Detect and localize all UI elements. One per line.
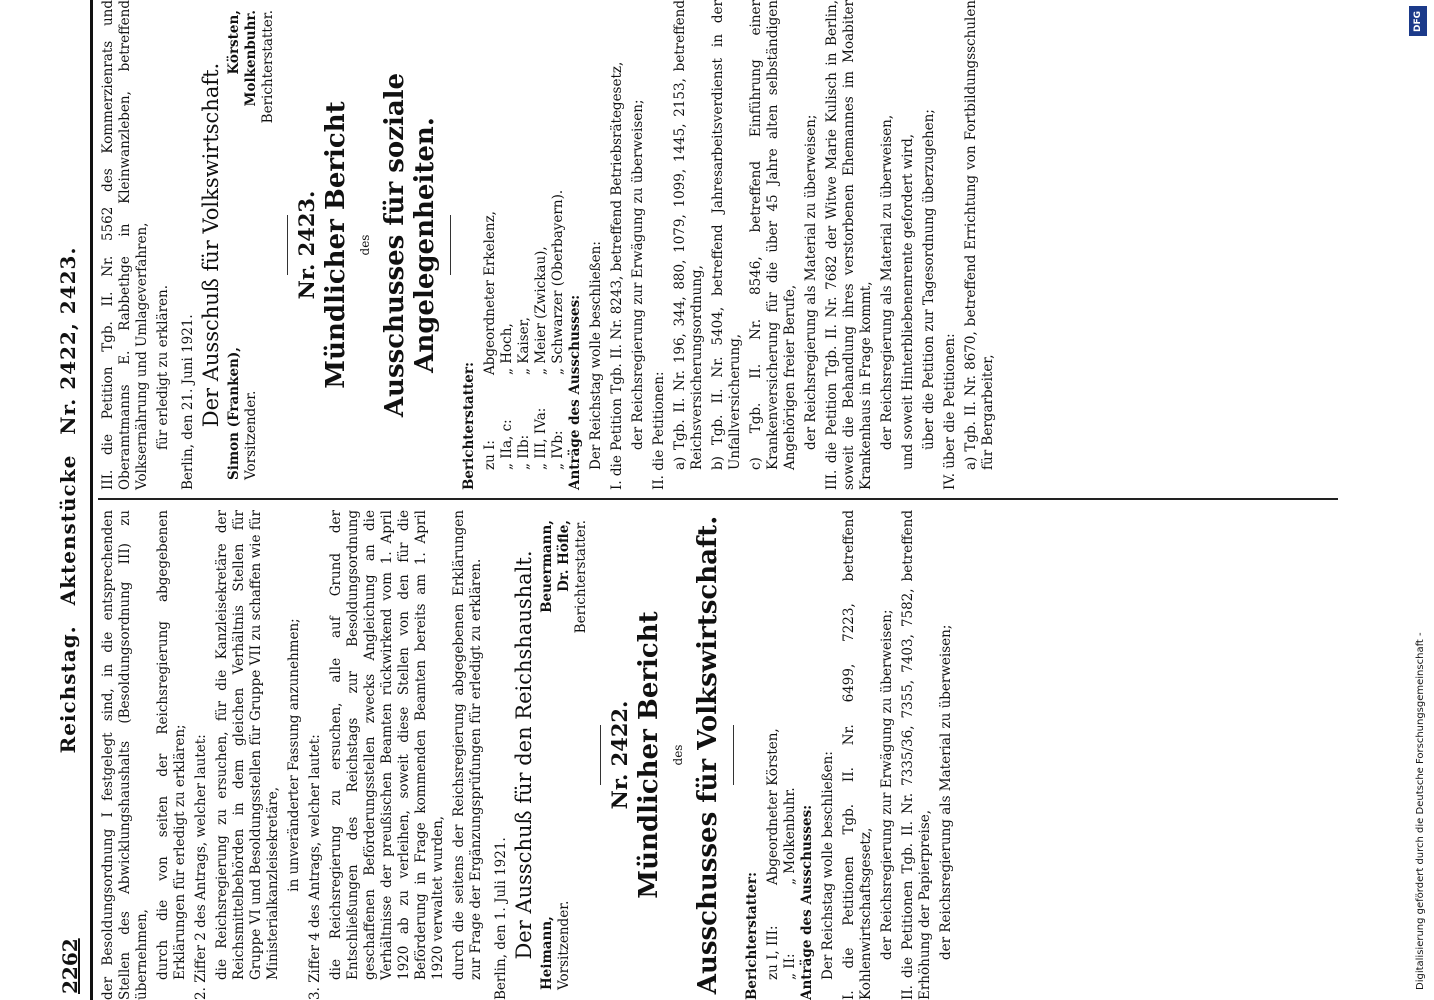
- header-title: [56, 0, 80, 1000]
- paragraph: Der Reichstag wolle beschließen:: [820, 751, 836, 980]
- header-left: Reichstag.: [56, 625, 80, 754]
- paragraph: IV. über die Petitionen:: [942, 333, 958, 490]
- separator: [287, 215, 288, 275]
- paragraph: III. die Petition Tgb. II. Nr. 7682 der Witwe Marie Kulisch in Berlin, soweit die Behandlung ihres verstorbenen Ehemannes im Moabiter Krankenhaus in Frage kommt,: [824, 0, 874, 490]
- paragraph: der Reichsregierung als Material zu überweisen,: [879, 114, 895, 450]
- reporters-heading: Berichterstatter:: [744, 872, 760, 1000]
- paragraph: 2. Ziffer 2 des Antrags, welcher lautet:: [193, 734, 209, 1000]
- separator: [600, 725, 601, 785]
- document-number: Nr. 2423.: [294, 190, 319, 300]
- paragraph: I. die Petitionen Tgb. II. Nr. 6499, 7223, betreffend Kohlenwirtschaftsgesetz,: [841, 510, 874, 1000]
- reporter-row: „ III, IVa: „ Meier (Zwickau),: [533, 246, 549, 470]
- paragraph: durch die seitens der Reichsregierung abgegebenen Erklärungen zur Frage der Ergänzungsprüfungen für erledigt zu erklären.: [451, 510, 484, 980]
- reporter-name: Molkenbuhr.: [243, 10, 259, 107]
- right-column: [100, 0, 1340, 490]
- reporter-row: „ II: „ Molkenbuhr.: [782, 787, 798, 980]
- paragraph: in unveränderter Fassung anzunehmen;: [286, 618, 302, 892]
- des-word: des: [671, 744, 685, 766]
- reporter-name: Beuermann,: [539, 520, 555, 613]
- paragraph: die Reichsregierung zu ersuchen, für die Kanzleisekretäre der Reichsmittelbehörden in dem gleichen Verhältnis Stellen für Gruppe VI und Besoldungsstellen für Gruppe VII zu schaffen wie für Ministerialkanzleisekretäre,: [214, 510, 281, 980]
- paragraph: 3. Ziffer 4 des Antrags, welcher lautet:: [307, 734, 323, 1000]
- paragraph: die Reichsregierung zu ersuchen, alle auf Grund der Entschließungen des Reichstags zur Besoldungsordnung geschaffenen Beförderungsstellen zwecks Angleichung an die Verhältnisse der preußischen Beamten rückwirkend vom 1. April 1920 ab zu verleihen, soweit diese Stellen von den für die Beförderung in Frage kommenden Beamten bereits am 1. April 1920 verwaltet wurden,: [328, 510, 446, 980]
- paragraph: der Reichsregierung als Material zu überweisen;: [938, 624, 954, 960]
- chair-role: Vorsitzender.: [243, 390, 259, 480]
- reporter-signature: [226, 10, 277, 123]
- paragraph: der Reichsregierung zur Erwägung zu überweisen;: [630, 99, 646, 450]
- reporter-row: „ IIb: „ Kaiser,: [516, 317, 532, 470]
- reporter-row: zu I: Abgeordneter Erkelenz,: [482, 211, 498, 470]
- reporters-heading: Berichterstatter:: [461, 362, 477, 490]
- committee-name: Der Ausschuß für Volkswirtschaft.: [199, 62, 223, 428]
- separator: [733, 725, 734, 785]
- paragraph: der Reichsregierung als Material zu überweisen;: [803, 114, 819, 450]
- reporter-role: Berichterstatter.: [573, 520, 589, 634]
- committee-title: Ausschusses für Volkswirtschaft.: [693, 515, 723, 995]
- committee-name: Der Ausschuß für den Reichshaushalt.: [512, 550, 536, 960]
- paragraph: über die Petition zur Tagesordnung überzugehen;: [921, 109, 937, 450]
- paragraph: Der Reichstag wolle beschließen:: [588, 241, 604, 470]
- page-header: [50, 0, 93, 1000]
- paragraph: durch die von seiten der Reichsregierung abgegebenen Erklärungen für erledigt zu erklären;: [155, 510, 188, 980]
- chair-signature: [226, 347, 277, 480]
- reporter-row: „ IVb: „ Schwarzer (Oberbayern).: [550, 189, 566, 470]
- reporter-signature: [539, 520, 590, 633]
- funding-sidebar: [1405, 0, 1433, 1000]
- document-number: Nr. 2422.: [607, 700, 632, 810]
- paragraph: a) Tgb. II. Nr. 196, 344, 880, 1079, 1099, 1445, 2153, betreffend Reichsversicherungsordnung,: [672, 0, 705, 470]
- chair-name: Simon (Franken),: [226, 347, 242, 480]
- report-title: Mündlicher Bericht: [634, 611, 664, 899]
- separator: [450, 215, 451, 275]
- signatures: [539, 510, 590, 1000]
- column-divider: [98, 498, 1338, 500]
- header-middle: Aktenstücke: [56, 454, 80, 606]
- reporter-row: zu I, III: Abgeordneter Körsten,: [765, 728, 781, 980]
- paragraph: für erledigt zu erklären.: [155, 284, 171, 450]
- page-number: 2262: [58, 938, 82, 994]
- motions-heading: Anträge des Ausschusses:: [799, 804, 815, 1000]
- paragraph: a) Tgb. II. Nr. 8670, betreffend Errichtung von Fortbildungsschulen für Bergarbeiter,: [963, 0, 996, 470]
- paragraph: II. die Petitionen Tgb. II. Nr. 7335/36, 7355, 7403, 7582, betreffend Erhöhung der Papierpreise,: [900, 510, 933, 1000]
- reporter-name: Dr. Höfle,: [556, 520, 572, 592]
- paragraph: b) Tgb. II. Nr. 5404, betreffend Jahresarbeitsverdienst in der Unfallversicherung,: [710, 0, 743, 470]
- date-line: Berlin, den 21. Juni 1921.: [180, 314, 196, 490]
- rotated-content: [50, 0, 1410, 1000]
- paragraph: III. die Petition Tgb. II. Nr. 5562 des Kommerzienrats und Oberamtmanns E. Rabbethge in Kleinwanzleben, betreffend Volksernährung und Umlageverfahren,: [100, 0, 150, 490]
- paragraph: und soweit Hinterbliebenenrente gefordert wird,: [900, 134, 916, 470]
- chair-name: Heimann,: [539, 916, 555, 990]
- report-title: Mündlicher Bericht: [321, 101, 351, 389]
- header-right: Nr. 2422, 2423.: [56, 246, 80, 435]
- paragraph: der Reichsregierung zur Erwägung zu überweisen;: [879, 609, 895, 960]
- paragraph: der Besoldungsordnung I festgelegt sind, in die entsprechenden Stellen des Abwicklungshaushalts (Besoldungsordnung III) zu übernehmen,: [100, 510, 150, 1000]
- dfg-logo: DFG: [1409, 6, 1427, 36]
- reporter-row: „ IIa, c: „ Hoch,: [499, 323, 515, 470]
- left-column: [100, 510, 1340, 1000]
- reporter-name: Körsten,: [226, 10, 242, 75]
- motions-heading: Anträge des Ausschusses:: [567, 294, 583, 490]
- paragraph: II. die Petitionen:: [651, 371, 667, 490]
- committee-title: Ausschusses für soziale Angelegenheiten.: [380, 72, 440, 418]
- funding-note: Digitalisierung gefördert durch die Deutsche Forschungsgemeinschaft -: [1415, 632, 1426, 990]
- paragraph: I. die Petition Tgb. II. Nr. 8243, betreffend Betriebsrätegesetz,: [609, 61, 625, 490]
- date-line: Berlin, den 1. Juli 1921.: [493, 837, 509, 1000]
- des-word: des: [358, 234, 372, 256]
- chair-role: Vorsitzender.: [556, 900, 572, 990]
- reporter-role: Berichterstatter.: [260, 10, 276, 124]
- signatures: [226, 0, 277, 490]
- paragraph: c) Tgb. II. Nr. 8546, betreffend Einführung einer Krankenversicherung für die über 45 Jahre alten selbständigen Angehörigen freier Berufe,: [748, 0, 798, 470]
- chair-signature: [539, 901, 590, 990]
